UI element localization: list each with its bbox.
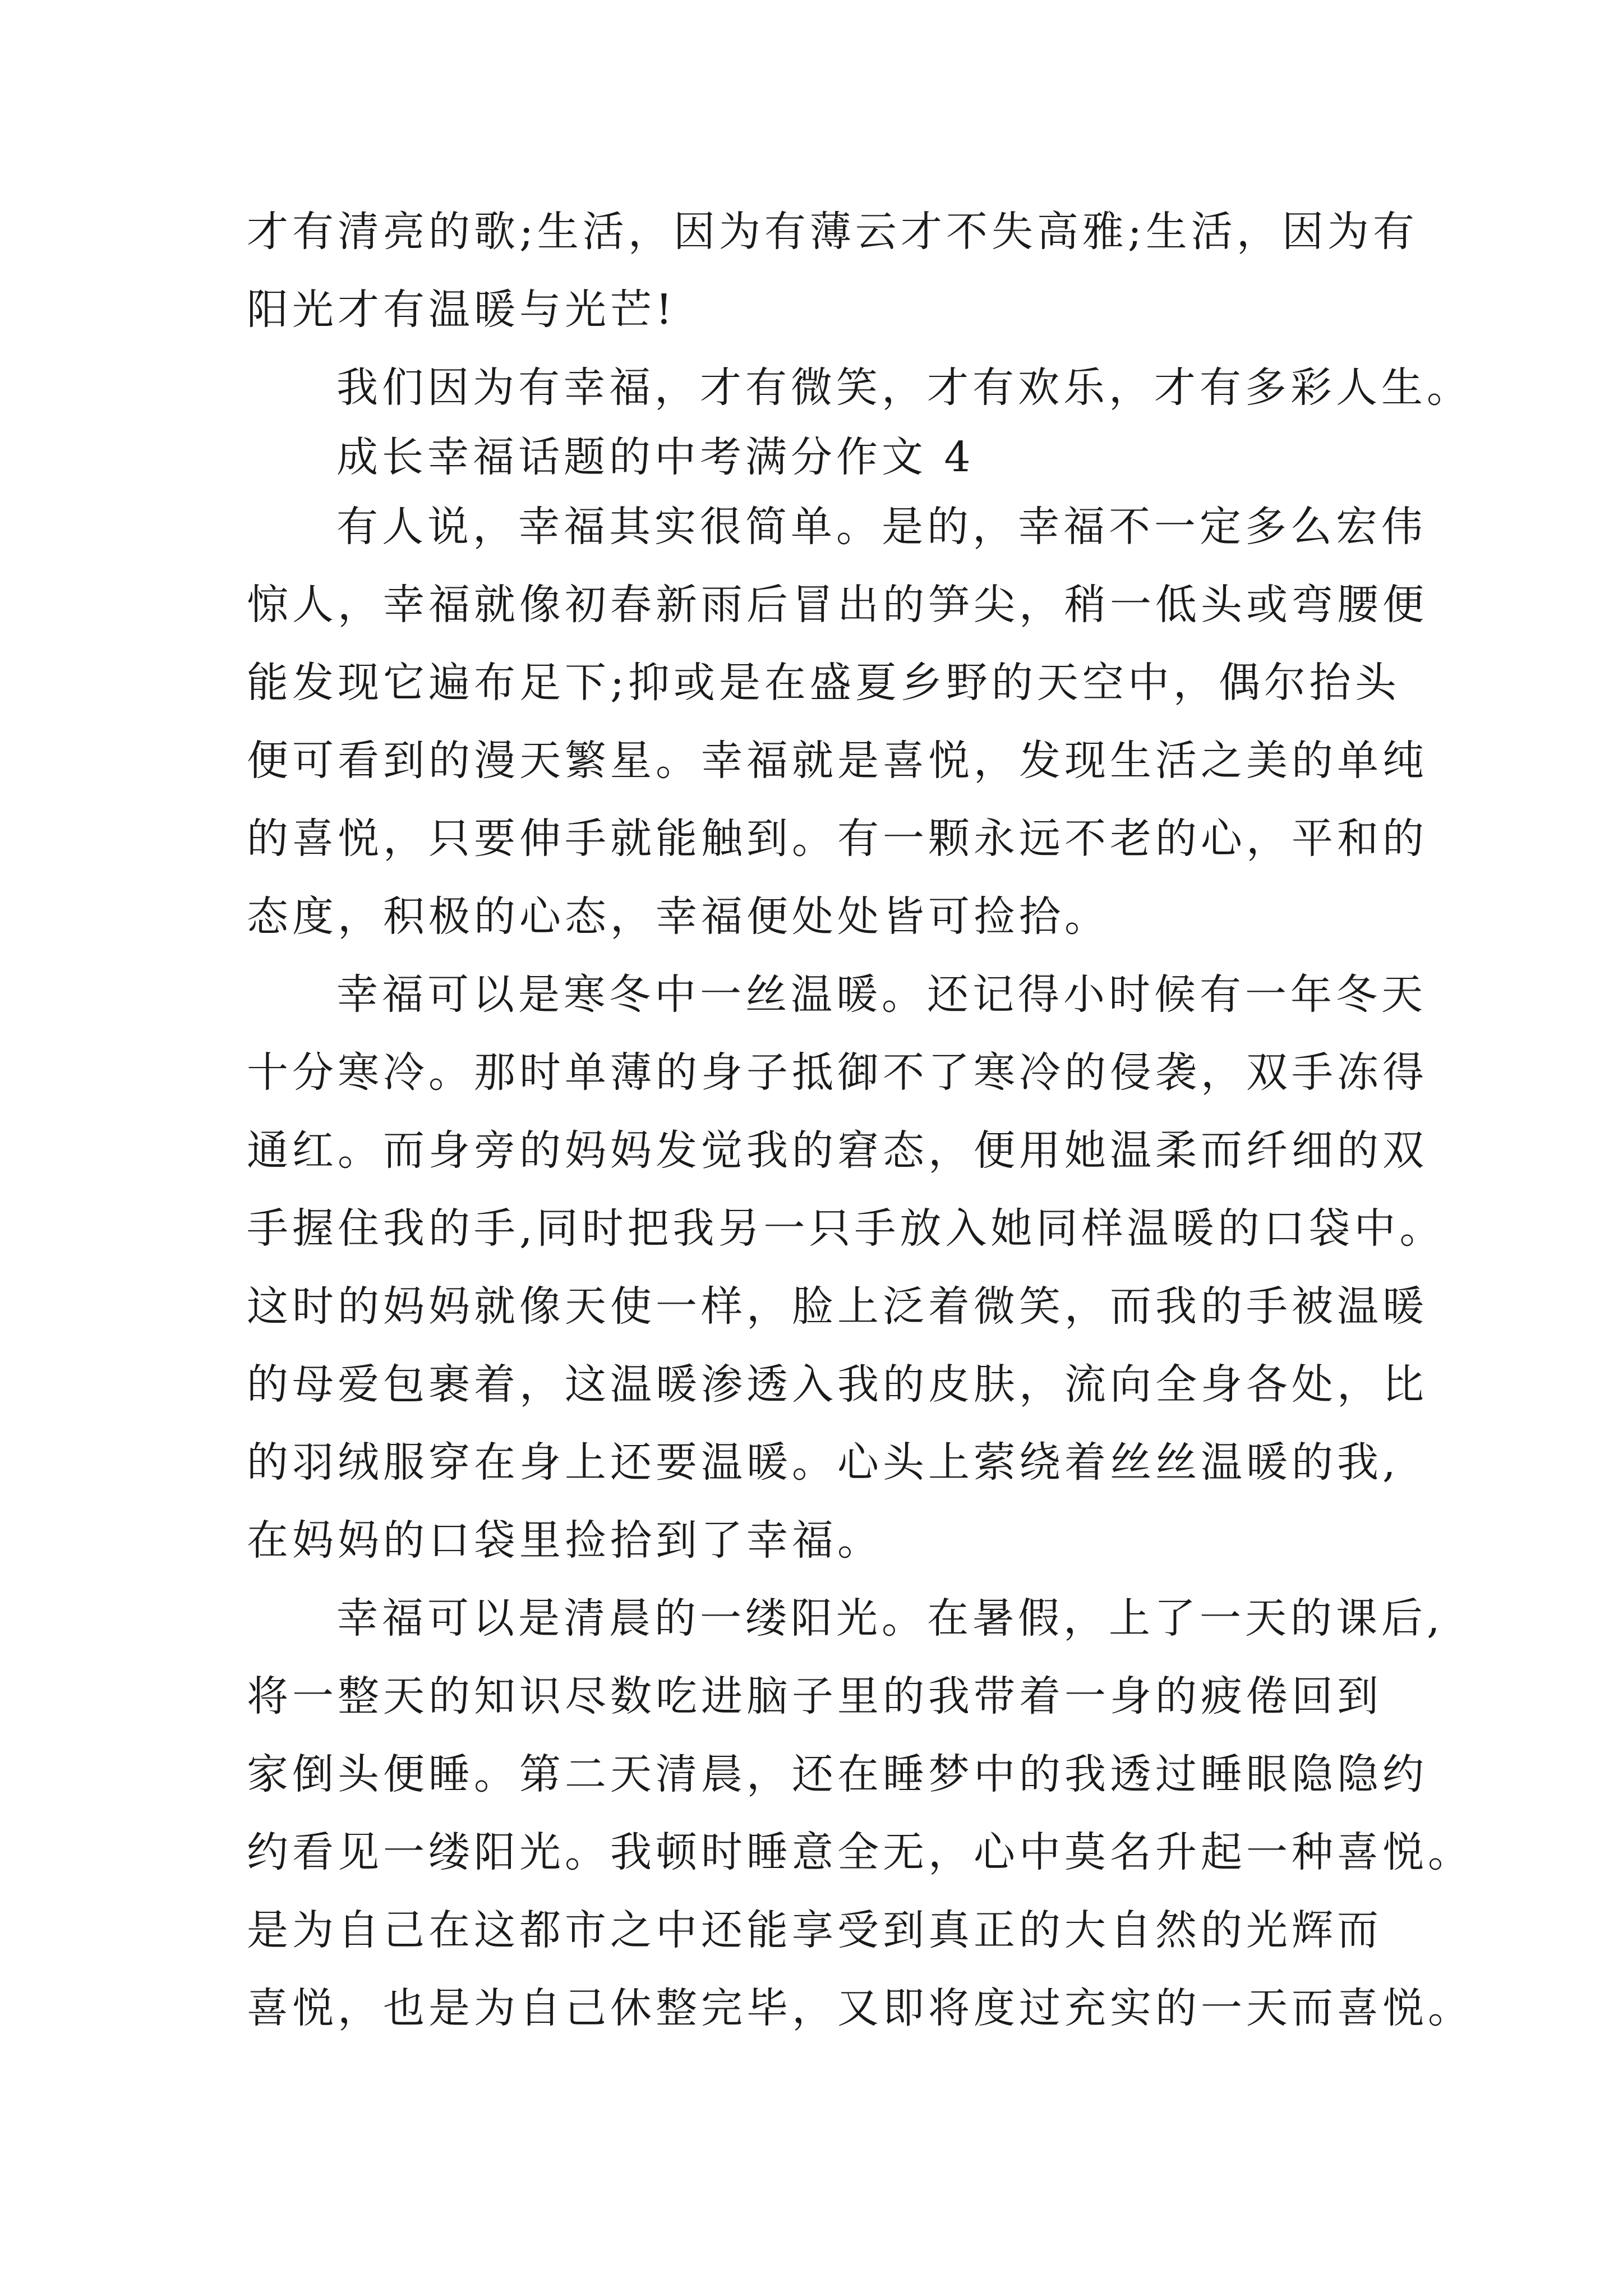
text-line: 我们因为有幸福，才有微笑，才有欢乐，才有多彩人生。	[336, 364, 1472, 412]
text-line: 幸福可以是寒冬中一丝温暖。还记得小时候有一年冬天	[336, 970, 1427, 1019]
text-line: 的喜悦，只要伸手就能触到。有一颗永远不老的心，平和的	[247, 815, 1428, 863]
text-line: 态度，积极的心态，幸福便处处皆可捡拾。	[247, 892, 1110, 941]
text-line: 阳光才有温暖与光芒!	[247, 286, 676, 334]
text-line: 是为自己在这都市之中还能享受到真正的大自然的光辉而	[247, 1906, 1382, 1954]
text-line: 的母爱包裹着，这温暖渗透入我的皮肤，流向全身各处，比	[247, 1360, 1428, 1409]
document-body	[247, 208, 1473, 2032]
text-line: 约看见一缕阳光。我顿时睡意全无，心中莫名升起一种喜悦。	[247, 1828, 1473, 1876]
text-line: 手握住我的手,同时把我另一只手放入她同样温暖的口袋中。	[247, 1204, 1445, 1253]
text-line: 十分寒冷。那时单薄的身子抵御不了寒冷的侵袭，双手冻得	[247, 1048, 1428, 1097]
text-line: 的羽绒服穿在身上还要温暖。心头上萦绕着丝丝温暖的我,	[247, 1438, 1400, 1487]
text-line: 家倒头便睡。第二天清晨，还在睡梦中的我透过睡眼隐隐约	[247, 1750, 1428, 1798]
text-line: 喜悦，也是为自己休整完毕，又即将度过充实的一天而喜悦。	[247, 1984, 1473, 2032]
text-line: 才有清亮的歌;生活，因为有薄云才不失高雅;生活，因为有	[247, 208, 1418, 256]
text-line: 有人说，幸福其实很简单。是的，幸福不一定多么宏伟	[336, 503, 1427, 551]
text-line: 将一整天的知识尽数吃进脑子里的我带着一身的疲倦回到	[247, 1672, 1382, 1720]
text-line: 便可看到的漫天繁星。幸福就是喜悦，发现生活之美的单纯	[247, 737, 1428, 785]
text-line: 惊人，幸福就像初春新雨后冒出的笋尖，稍一低头或弯腰便	[247, 581, 1428, 629]
text-line: 在妈妈的口袋里捡拾到了幸福。	[247, 1516, 883, 1565]
text-line: 幸福可以是清晨的一缕阳光。在暑假，上了一天的课后,	[336, 1594, 1444, 1642]
text-line: 能发现它遍布足下;抑或是在盛夏乡野的天空中，偶尔抬头	[247, 659, 1400, 707]
section-heading: 成长幸福话题的中考满分作文 4	[336, 433, 975, 481]
text-line: 这时的妈妈就像天使一样，脸上泛着微笑，而我的手被温暖	[247, 1282, 1428, 1331]
text-line: 通红。而身旁的妈妈发觉我的窘态，便用她温柔而纤细的双	[247, 1126, 1428, 1175]
